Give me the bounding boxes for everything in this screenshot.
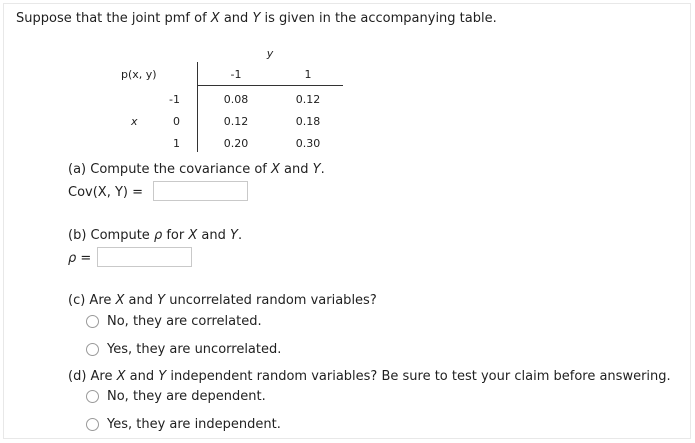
y-axis-label: y: [266, 47, 274, 60]
part-a-question: (a) Compute the covariance of X and Y.: [68, 162, 325, 177]
option-correlated-label[interactable]: No, they are correlated.: [107, 314, 262, 329]
x-axis-label: x: [131, 115, 138, 128]
table-cell: 0.08: [223, 93, 249, 106]
covariance-label: Cov(X, Y) =: [68, 185, 144, 200]
part-c-question: (c) Are X and Y uncorrelated random variables?: [68, 293, 377, 308]
row-header: 1: [173, 137, 180, 150]
radio-dependent[interactable]: [86, 390, 99, 403]
table-cell: 0.30: [295, 137, 321, 150]
option-uncorrelated-label[interactable]: Yes, they are uncorrelated.: [107, 342, 282, 357]
option-dependent-label[interactable]: No, they are dependent.: [107, 389, 266, 404]
table-cell: 0.12: [223, 115, 249, 128]
option-independent-label[interactable]: Yes, they are independent.: [107, 417, 281, 432]
covariance-input[interactable]: [153, 181, 248, 201]
radio-correlated[interactable]: [86, 315, 99, 328]
table-vertical-rule: [197, 62, 198, 152]
table-cell: 0.18: [295, 115, 321, 128]
table-header-rule: [197, 85, 343, 86]
column-header: -1: [230, 68, 242, 81]
part-d-question: (d) Are X and Y independent random variables? Be sure to test your claim before answering.: [68, 369, 671, 384]
part-b-question: (b) Compute ρ for X and Y.: [68, 228, 243, 243]
column-header: 1: [304, 68, 312, 81]
table-cell: 0.20: [223, 137, 249, 150]
correlation-label: ρ =: [68, 251, 92, 266]
radio-independent[interactable]: [86, 418, 99, 431]
table-cell: 0.12: [295, 93, 321, 106]
table-corner-label: p(x, y): [121, 68, 157, 81]
problem-statement: Suppose that the joint pmf of X and Y is given in the accompanying table.: [16, 11, 497, 26]
correlation-input[interactable]: [97, 247, 192, 267]
row-header: 0: [173, 115, 180, 128]
radio-uncorrelated[interactable]: [86, 343, 99, 356]
row-header: -1: [169, 93, 180, 106]
